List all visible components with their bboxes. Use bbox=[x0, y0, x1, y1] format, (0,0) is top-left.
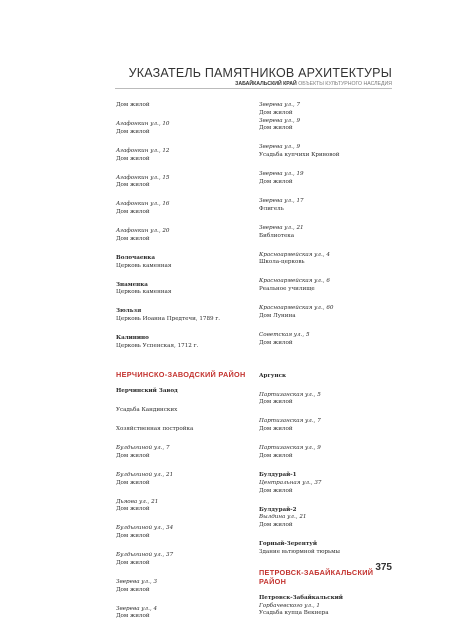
index-entry bbox=[116, 426, 248, 434]
object-name: Дом жилой bbox=[116, 506, 150, 513]
object-name: Дом жилой bbox=[116, 209, 150, 216]
index-entry bbox=[259, 144, 391, 160]
object-name: Дом Лунина bbox=[259, 312, 296, 319]
place-name: Аргунск bbox=[259, 372, 287, 379]
section-heading-petrovsk-zabaikalsky bbox=[259, 568, 391, 586]
right-block-3 bbox=[259, 595, 391, 618]
address-line: Булдыгиной ул., 7 bbox=[116, 444, 170, 451]
object-name: Флигель bbox=[259, 205, 284, 212]
index-entry bbox=[116, 407, 248, 415]
index-entry bbox=[116, 445, 248, 461]
object-name: Дом жилой bbox=[259, 178, 293, 185]
index-entry bbox=[116, 282, 248, 298]
place-name: Булдурай-2 bbox=[259, 506, 297, 513]
header-subtitle-text: ОБЪЕКТЫ КУЛЬТУРНОГО НАСЛЕДИЯ bbox=[298, 81, 392, 87]
object-name: Дом жилой bbox=[116, 452, 150, 459]
object-name: Дом жилой bbox=[116, 613, 150, 620]
object-name: Усадьба Кандинских bbox=[116, 407, 178, 413]
index-entry bbox=[116, 472, 248, 488]
address-line: Зверева ул., 19 bbox=[259, 171, 304, 178]
index-entry bbox=[259, 373, 391, 381]
index-entry bbox=[116, 552, 248, 568]
object-name: Дом жилой bbox=[116, 235, 150, 242]
left-block-1 bbox=[116, 102, 248, 351]
header-divider bbox=[115, 88, 392, 89]
address-line: Агафонкин ул., 10 bbox=[116, 120, 170, 127]
object-name: Дом жилой bbox=[116, 182, 150, 189]
address-line: Булдыгиной ул., 34 bbox=[116, 525, 174, 532]
section-heading-line: ПЕТРОВСК-ЗАБАЙКАЛЬСКИЙ bbox=[259, 567, 374, 577]
place-name: Калинино bbox=[116, 335, 149, 342]
address-line: Булдыгиной ул., 21 bbox=[116, 471, 174, 478]
address-line: Центральная ул., 37 bbox=[259, 479, 322, 486]
address-line: Зверева ул., 9 bbox=[259, 144, 301, 151]
address-line: Агафонкин ул., 16 bbox=[116, 201, 170, 208]
index-entry bbox=[259, 305, 391, 321]
address-line: Агафонкин ул., 20 bbox=[116, 228, 170, 235]
address-line: Зверева ул., 17 bbox=[259, 197, 304, 204]
address-line: Булдыгиной ул., 37 bbox=[116, 552, 174, 559]
index-entry bbox=[259, 171, 391, 187]
address-line: Красноармейская ул., 6 bbox=[259, 278, 330, 285]
object-name: Школа-церковь bbox=[259, 259, 305, 266]
header-region: ЗАБАЙКАЛЬСКИЙ КРАЙ bbox=[235, 81, 297, 87]
place-name: Горный-Зерентуй bbox=[259, 541, 318, 548]
address-line: Красноармейская ул., 4 bbox=[259, 251, 330, 258]
page-title: УКАЗАТЕЛЬ ПАМЯТНИКОВ АРХИТЕКТУРЫ bbox=[128, 66, 392, 80]
index-entry bbox=[259, 392, 391, 408]
left-block-2 bbox=[116, 388, 248, 621]
object-name: Реальное училище bbox=[259, 286, 315, 293]
index-entry bbox=[116, 102, 248, 110]
object-name: Дом жилой bbox=[259, 125, 293, 132]
object-name: Церковь каменная bbox=[116, 289, 172, 296]
index-entry bbox=[259, 102, 391, 133]
object-name: Хозяйственная постройка bbox=[116, 425, 194, 432]
object-name: Дом жилой bbox=[259, 426, 293, 433]
index-entry bbox=[116, 175, 248, 191]
index-entry bbox=[116, 499, 248, 515]
index-entry bbox=[259, 507, 391, 530]
object-name: Дом жилой bbox=[116, 586, 150, 593]
section-spacer bbox=[116, 362, 248, 370]
object-name: Усадьба купца Векнера bbox=[259, 610, 329, 617]
index-entry bbox=[116, 201, 248, 217]
object-name: Библиотека bbox=[259, 232, 295, 239]
object-name: Дом жилой bbox=[259, 452, 293, 459]
section-heading-nerchinsko-zavodsky: НЕРЧИНСКО-ЗАВОДСКИЙ РАЙОН bbox=[116, 370, 246, 380]
address-line: Горбачевского ул., 1 bbox=[259, 602, 320, 609]
index-entry bbox=[259, 445, 391, 461]
address-line: Агафонкин ул., 15 bbox=[116, 174, 170, 181]
object-name: Дом жилой bbox=[116, 102, 150, 108]
index-entry bbox=[259, 225, 391, 241]
object-name: Дом жилой bbox=[116, 128, 150, 135]
object-name: Дом жилой bbox=[116, 155, 150, 162]
index-entry bbox=[116, 148, 248, 164]
left-column bbox=[116, 102, 248, 632]
right-block-2 bbox=[259, 373, 391, 557]
object-name: Усадьба купчихи Кривовой bbox=[259, 152, 340, 159]
object-name: Дом жилой bbox=[259, 522, 293, 529]
page-subtitle bbox=[235, 81, 392, 87]
section-heading-line: РАЙОН bbox=[259, 576, 287, 586]
object-name: Церковь Иоанна Предтечи, 1789 г. bbox=[116, 316, 221, 323]
address-line: Партизанская ул., 5 bbox=[259, 391, 321, 398]
place-name: Знаменка bbox=[116, 281, 148, 288]
object-name: Дом жилой bbox=[116, 559, 150, 566]
address-line: Зверева ул., 3 bbox=[116, 578, 158, 585]
right-column bbox=[259, 102, 391, 629]
place-name: Петровск-Забайкальский bbox=[259, 594, 343, 601]
object-name: Дом жилой bbox=[259, 109, 293, 116]
object-name: Дом жилой bbox=[116, 479, 150, 486]
index-entry bbox=[116, 579, 248, 595]
object-name: Церковь каменная bbox=[116, 262, 172, 269]
address-line: Партизанская ул., 9 bbox=[259, 445, 321, 452]
object-name: Дом жилой bbox=[259, 487, 293, 494]
index-entry bbox=[116, 388, 248, 396]
section-spacer bbox=[259, 359, 391, 373]
address-line: Зверева ул., 21 bbox=[259, 224, 304, 231]
index-entry bbox=[259, 418, 391, 434]
address-line: Красноармейская ул., 60 bbox=[259, 305, 334, 312]
index-entry bbox=[116, 121, 248, 137]
index-entry bbox=[259, 332, 391, 348]
address-line: Зверева ул., 7 bbox=[259, 102, 301, 108]
object-name: Церковь Успенская, 1712 г. bbox=[116, 343, 199, 350]
place-name: Зюльзя bbox=[116, 308, 142, 315]
index-entry bbox=[116, 335, 248, 351]
address-line: Зверева ул., 4 bbox=[116, 605, 158, 612]
place-name: Нерчинский Завод bbox=[116, 388, 178, 395]
index-entry bbox=[116, 255, 248, 271]
index-entry bbox=[116, 308, 248, 324]
address-line: Зверева ул., 9 bbox=[259, 117, 301, 124]
address-line: Советская ул., 5 bbox=[259, 331, 310, 338]
address-line: Партизанская ул., 7 bbox=[259, 418, 321, 425]
page-number: 375 bbox=[375, 562, 392, 573]
address-line: Агафонкин ул., 12 bbox=[116, 147, 170, 154]
place-name: Булдурай-1 bbox=[259, 471, 297, 478]
right-block-1 bbox=[259, 102, 391, 347]
address-line: Вылдина ул., 21 bbox=[259, 514, 307, 521]
index-entry bbox=[259, 252, 391, 268]
address-line: Дьяова ул., 21 bbox=[116, 498, 159, 505]
place-name: Волочаевка bbox=[116, 254, 155, 261]
object-name: Дом жилой bbox=[259, 339, 293, 346]
object-name: Дом жилой bbox=[259, 399, 293, 406]
index-entry bbox=[259, 595, 391, 618]
index-entry bbox=[116, 525, 248, 541]
index-entry bbox=[116, 606, 248, 622]
index-entry bbox=[259, 541, 391, 557]
object-name: Здание вьтюрмной тюрьмы bbox=[259, 548, 340, 555]
index-entry bbox=[259, 472, 391, 495]
index-entry bbox=[259, 198, 391, 214]
index-entry bbox=[116, 228, 248, 244]
object-name: Дом жилой bbox=[116, 533, 150, 540]
index-entry bbox=[259, 278, 391, 294]
